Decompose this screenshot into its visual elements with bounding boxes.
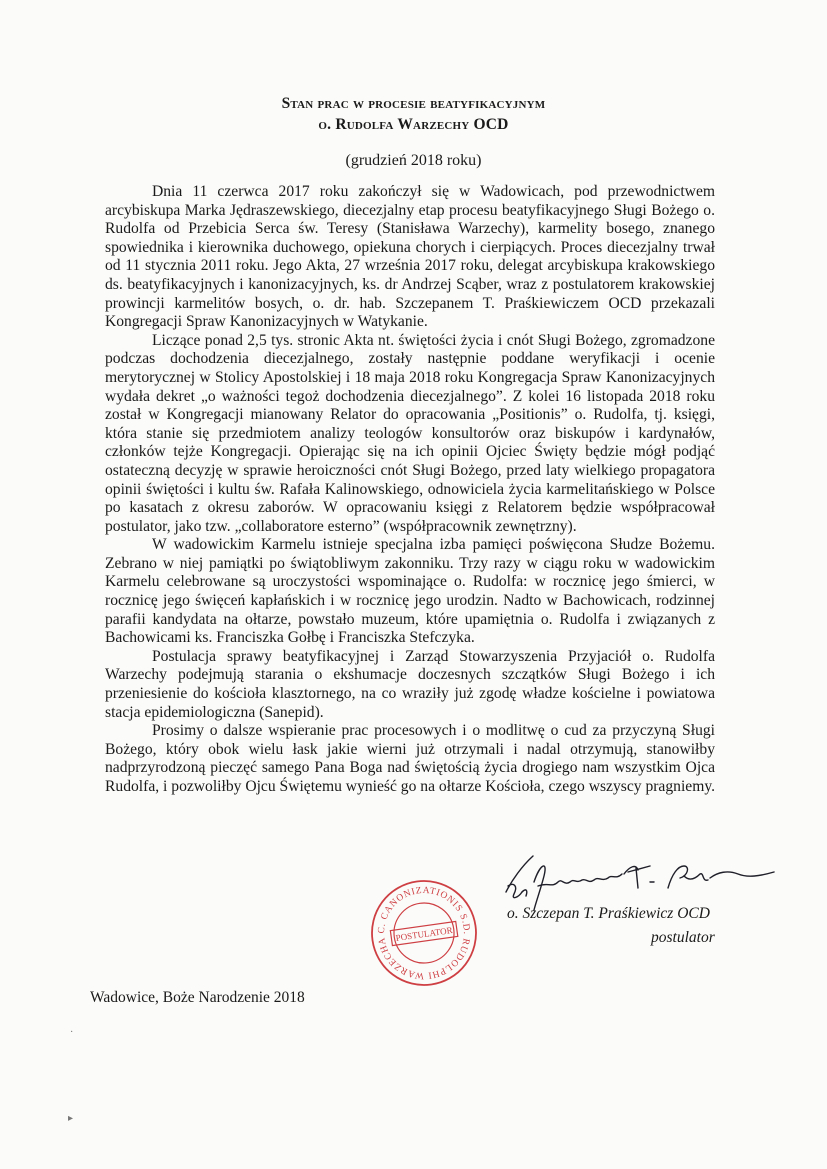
paragraph: W wadowickim Karmelu istnieje specjalna izba pamięci poświęcona Słudze Bożemu. Zebrano w niej pamiątki po świątobliwym zakonniku. Trzy razy w ciągu roku w wadowickim Karmelu celebrowane są uroczystości wspominające o. Rudolfa: w rocznicę jego śmierci, w rocznicę jego święceń kapłańskich i w rocznicę jego urodzin. Nadto w Bachowicach, rodzinnej parafii kandydata na ołtarze, powstało muzeum, które upamiętnia o. Rudolfa i związanych z Bachowicami ks. Franciszka Gołbę i Franciszka Stefczyka. — [105, 536, 715, 647]
stamp-ring-text: C. CANONIZATIONIS S.D. RUDOLPHI WARZECHA — [376, 885, 472, 981]
stamp-center-text: POSTULATOR — [395, 925, 454, 943]
paragraph: Liczące ponad 2,5 tys. stronic Akta nt. świętości życia i cnót Sługi Bożego, zgromadzone podczas dochodzenia diecezjalnego, zostały następnie poddane weryfikacji i ocenie merytorycznej w Stolicy Apostolskiej i 18 maja 2018 roku Kongregacja Spraw Kanonizacyjnych wydała dekret „o ważności tegoż dochodzenia diecezjalnego”. Z kolei 16 listopada 2018 roku został w Kongregacji mianowany Relator do opracowania „Positionis” o. Rudolfa, tj. księgi, która stanie się przedmiotem analizy teologów konsultorów oraz biskupów i kardynałów, członków tejże Kongregacji. Opierając się na ich opinii Ojciec Święty będzie mógł podjąć ostateczną decyzję w sprawie heroiczności cnót Sługi Bożego, przed laty wielkiego propagatora opinii świętości i kultu św. Rafała Kalinowskiego, odnowiciela życia karmelitańskiego w Polsce po kasatach z okresu zaborów. W opracowaniu księgi z Relatorem będzie współpracował postulator, jako tzw. „collaboratore esterno” (współpracownik zewnętrzny). — [105, 331, 715, 535]
document-body — [105, 183, 715, 797]
signatory-role: postulator — [651, 929, 715, 946]
place-and-date: Wadowice, Boże Narodzenie 2018 — [90, 989, 305, 1006]
document-date: (grudzień 2018 roku) — [345, 152, 482, 169]
paragraph: Postulacja sprawy beatyfikacyjnej i Zarząd Stowarzyszenia Przyjaciół o. Rudolfa Warzechy podejmują starania o ekshumacje doczesnych szczątków Sługi Bożego i ich przeniesienie do kościoła klasztornego, na co wraziły już zgodę władze kościelne i powiatowa stacja epidemiologiczna (Sanepid). — [105, 647, 715, 721]
postulator-stamp — [368, 877, 480, 989]
document-title-line2: o. Rudolfa Warzechy OCD — [318, 116, 509, 133]
paragraph: Prosimy o dalsze wspieranie prac procesowych i o modlitwę o cud za przyczyną Sługi Bożego, który obok wielu łask jakie wierni już otrzymali i nadal otrzymują, stanowiłby nadprzyrodzoną pieczęć samego Pana Boga nad świętością życia drogiego nam wszystkim Ojca Rudolfa, i pozwoliłby Ojcu Świętemu wynieść go na ołtarze Kościoła, czego wszyscy pragniemy. — [105, 722, 716, 795]
signatory-name: o. Szczepan T. Praśkiewicz OCD — [507, 905, 710, 922]
paragraph: Dnia 11 czerwca 2017 roku zakończył się w Wadowicach, pod przewodnictwem arcybiskupa Marka Jędraszewskiego, diecezjalny etap procesu beatyfikacyjnego Sługi Bożego o. Rudolfa od Przebicia Serca św. Teresy (Stanisława Warzechy), karmelity bosego, znanego spowiednika i kierownika duchowego, opiekuna chorych i cierpiących. Proces diecezjalny trwał od 11 stycznia 2011 roku. Jego Akta, 27 września 2017 roku, delegat arcybiskupa krakowskiego ds. beatyfikacyjnych i kanonizacyjnych, ks. dr Andrzej Scąber, wraz z postulatorem krakowskiej prowincji karmelitów bosych, o. dr. hab. Szczepanem T. Praśkiewiczem OCD przekazali Kongregacji Spraw Kanonizacyjnych w Watykanie. — [105, 183, 715, 331]
document-title-line1: Stan prac w procesie beatyfikacyjnym — [281, 95, 546, 112]
scan-mark: · — [70, 1027, 74, 1038]
scan-mark: ▸ — [68, 1113, 74, 1124]
